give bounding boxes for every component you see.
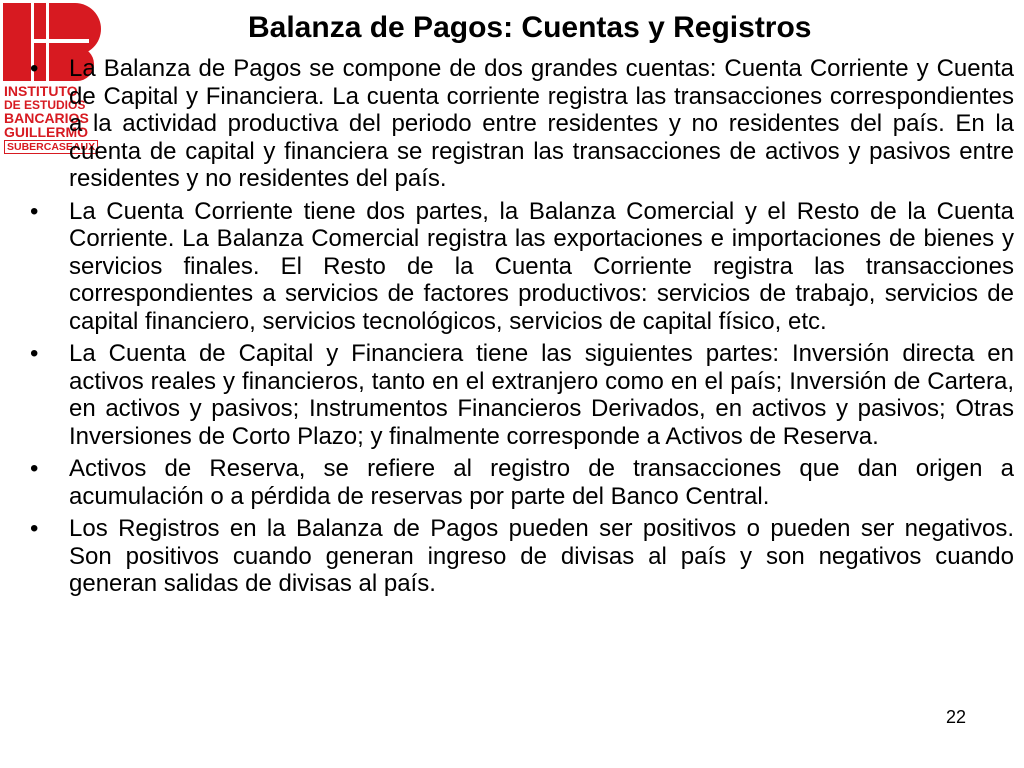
bullet-text: La Balanza de Pagos se compone de dos grandes cuentas: Cuenta Corriente y Cuenta de Capital y Financiera. La cuenta corriente registra las transacciones correspondientes a la actividad productiva del periodo entre residentes y no residentes del país. En la cuenta de capital y financiera se registran las transacciones de activos y pasivos entre residentes y no residentes del país. bbox=[69, 55, 1014, 192]
logo-line-3: BANCARIOS bbox=[4, 110, 89, 126]
bullet-item bbox=[30, 515, 1014, 598]
logo-line-2: DE ESTUDIOS bbox=[4, 97, 86, 112]
logo-line-1: INSTITUTO bbox=[4, 83, 78, 99]
bullet-item bbox=[30, 55, 1014, 193]
bullet-icon: • bbox=[30, 197, 39, 225]
slide-body bbox=[30, 55, 1014, 603]
bullet-text: Los Registros en la Balanza de Pagos pueden ser positivos o pueden ser negativos. Son positivos cuando generan ingreso de divisas al país y son negativos cuando generan salidas de divisas al país. bbox=[69, 515, 1014, 597]
bullet-item bbox=[30, 340, 1014, 450]
bullet-icon: • bbox=[30, 515, 39, 542]
bullet-text: La Cuenta Corriente tiene dos partes, la Balanza Comercial y el Resto de la Cuenta Corriente. La Balanza Comercial registra las exportaciones e importaciones de bienes y servicios finales. El Resto de la Cuenta Corriente registra las transacciones correspondientes a servicios de factores productivos: servicios de trabajo, servicios de capital financiero, servicios tecnológicos, servicios de capital físico, etc. bbox=[69, 197, 1014, 335]
bullet-icon: • bbox=[30, 340, 39, 367]
logo-line-5: SUBERCASEAUX bbox=[4, 140, 98, 154]
slide-title: Balanza de Pagos: Cuentas y Registros bbox=[248, 11, 812, 44]
bullet-text: Activos de Reserva, se refiere al registro de transacciones que dan origen a acumulación o a pérdida de reservas por parte del Banco Central. bbox=[69, 455, 1014, 510]
page-number: 22 bbox=[945, 707, 966, 727]
bullet-item bbox=[30, 198, 1014, 336]
bullet-text: La Cuenta de Capital y Financiera tiene las siguientes partes: Inversión directa en activos reales y financieros, tanto en el extranjero como en el país; Inversión de Cartera, en activos y pasivos; Instrumentos Financieros Derivados, en activos y pasivos; Otras Inversiones de Corto Plazo; y finalmente corresponde a Activos de Reserva. bbox=[69, 340, 1014, 450]
bullet-icon: • bbox=[30, 55, 39, 82]
bullet-item bbox=[30, 455, 1014, 510]
bullet-list bbox=[30, 55, 1014, 598]
bullet-icon: • bbox=[30, 455, 39, 482]
logo-line-4: GUILLERMO bbox=[4, 123, 88, 140]
